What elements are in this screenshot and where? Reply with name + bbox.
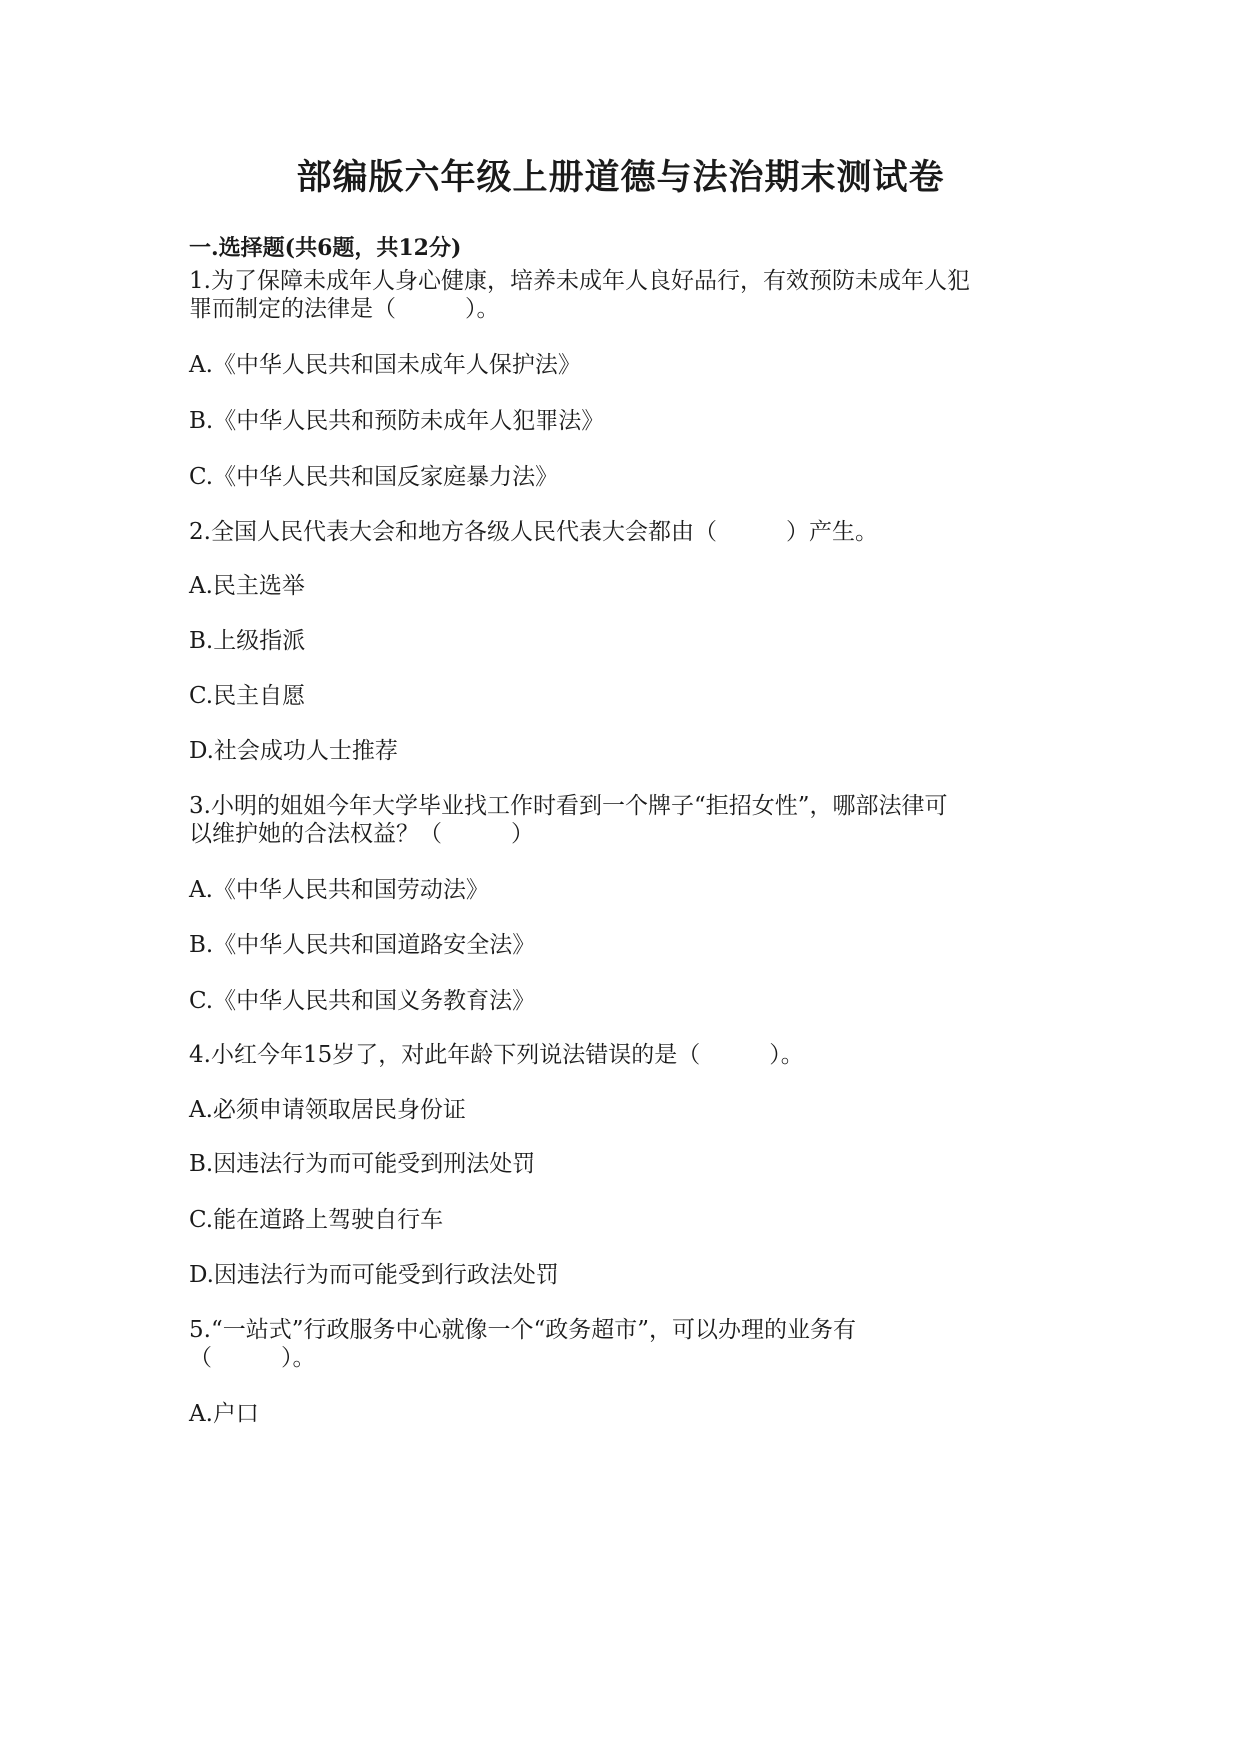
question-1-option-b: B.《中华人民共和预防未成年人犯罪法》 — [189, 408, 605, 434]
question-3-option-c: C.《中华人民共和国义务教育法》 — [189, 988, 536, 1014]
question-2-option-d: D.社会成功人士推荐 — [189, 738, 398, 764]
question-4-option-d: D.因违法行为而可能受到行政法处罚 — [189, 1262, 559, 1288]
question-2-stem-line-1: 2.全国人民代表大会和地方各级人民代表大会都由（ ）产生。 — [189, 519, 878, 545]
question-3-stem-line-1: 3.小明的姐姐今年大学毕业找工作时看到一个牌子“拒招女性”，哪部法律可 — [189, 793, 948, 819]
question-1-option-a: A.《中华人民共和国未成年人保护法》 — [189, 352, 581, 378]
question-1-stem-line-1: 1.为了保障未成年人身心健康，培养未成年人良好品行，有效预防未成年人犯 — [189, 268, 970, 294]
question-2-option-b: B.上级指派 — [189, 628, 306, 654]
question-1-option-c: C.《中华人民共和国反家庭暴力法》 — [189, 464, 559, 490]
question-3-option-b: B.《中华人民共和国道路安全法》 — [189, 932, 536, 958]
question-1-stem-line-2: 罪而制定的法律是（ ）。 — [189, 296, 500, 322]
question-4-option-a: A.必须申请领取居民身份证 — [189, 1097, 466, 1123]
section-heading: 一.选择题(共6题，共12分) — [189, 235, 462, 261]
question-4-option-b: B.因违法行为而可能受到刑法处罚 — [189, 1151, 536, 1177]
question-3-stem-line-2: 以维护她的合法权益？（ ） — [189, 821, 534, 847]
question-5-stem-line-1: 5.“一站式”行政服务中心就像一个“政务超市”，可以办理的业务有 — [189, 1317, 856, 1343]
question-4-option-c: C.能在道路上驾驶自行车 — [189, 1207, 444, 1233]
question-2-option-c: C.民主自愿 — [189, 683, 306, 709]
question-5-option-a: A.户口 — [189, 1401, 259, 1427]
exam-title: 部编版六年级上册道德与法治期末测试卷 — [296, 157, 945, 198]
question-2-option-a: A.民主选举 — [189, 573, 305, 599]
question-5-stem-line-2: （ ）。 — [189, 1345, 316, 1371]
question-4-stem-line-1: 4.小红今年15岁了，对此年龄下列说法错误的是（ ）。 — [189, 1042, 804, 1068]
question-3-option-a: A.《中华人民共和国劳动法》 — [189, 877, 489, 903]
